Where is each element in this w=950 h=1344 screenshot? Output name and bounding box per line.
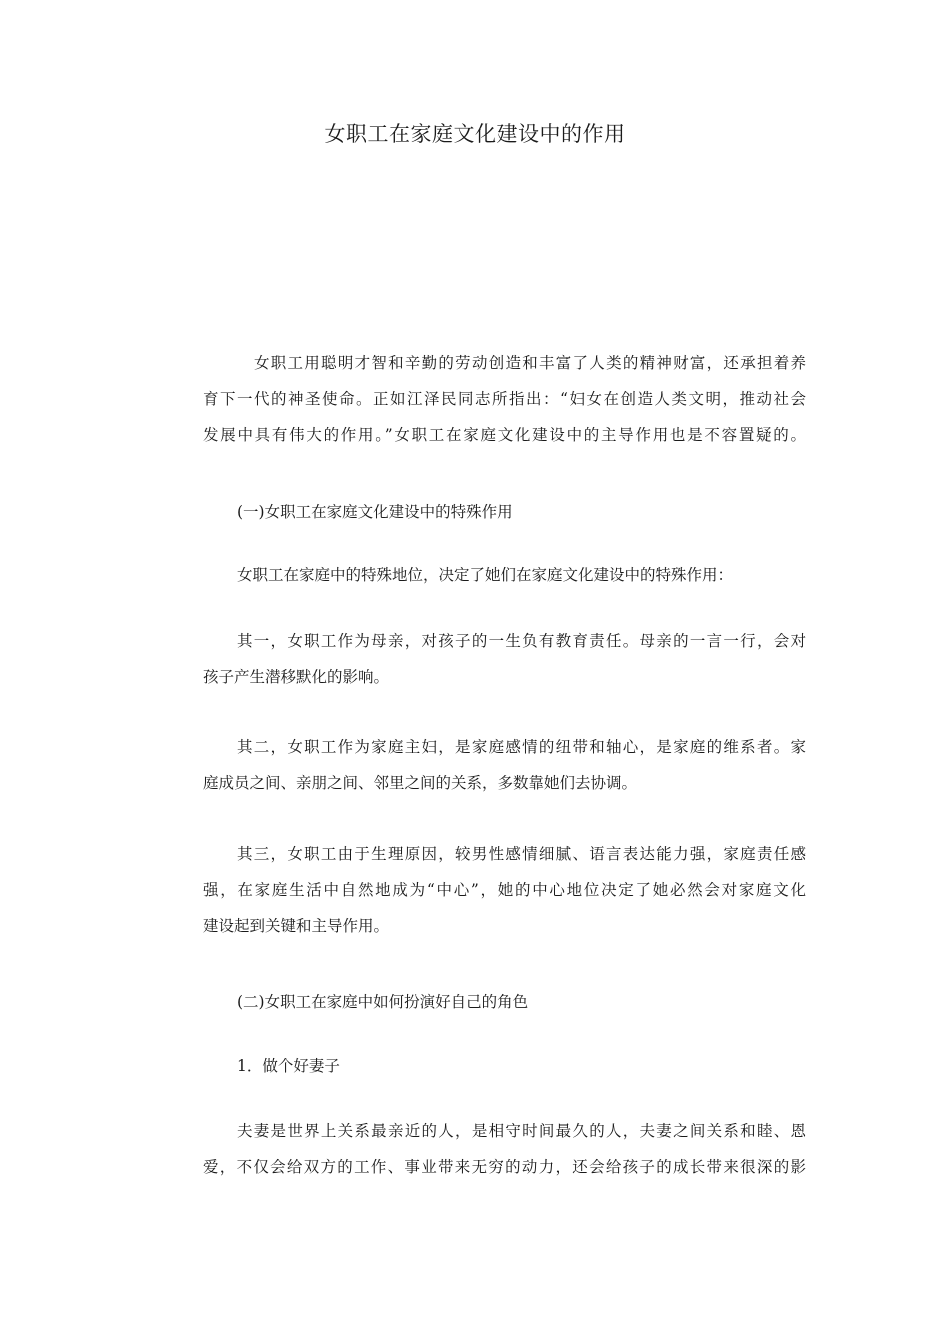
paragraph-third: [203, 836, 806, 944]
paragraph-line: 爱，不仅会给双方的工作、事业带来无穷的动力，还会给孩子的成长带来很深的影: [203, 1158, 806, 1176]
section-heading-1: (一)女职工在家庭文化建设中的特殊作用: [237, 503, 513, 521]
paragraph-first: [203, 623, 806, 695]
paragraph-line: 庭成员之间、亲朋之间、邻里之间的关系，多数靠她们去协调。: [203, 774, 638, 792]
paragraph-line: 其二，女职工作为家庭主妇，是家庭感情的纽带和轴心，是家庭的维系者。家: [237, 738, 806, 756]
document-title: 女职工在家庭文化建设中的作用: [324, 122, 626, 146]
paragraph-intro-roles: 女职工在家庭中的特殊地位，决定了她们在家庭文化建设中的特殊作用：: [237, 566, 734, 584]
paragraph-line: 发展中具有伟大的作用。”女职工在家庭文化建设中的主导作用也是不容置疑的。: [203, 426, 806, 444]
paragraph-line: 育下一代的神圣使命。正如江泽民同志所指出：“妇女在创造人类文明，推动社会: [203, 390, 806, 408]
paragraph-second: [203, 729, 806, 801]
paragraph-line: 建设起到关键和主导作用。: [203, 917, 390, 935]
paragraph-line: 其一，女职工作为母亲，对孩子的一生负有教育责任。母亲的一言一行，会对: [237, 632, 806, 650]
paragraph-line: 孩子产生潜移默化的影响。: [203, 668, 390, 686]
paragraph-intro: [203, 345, 806, 453]
paragraph-wife: [203, 1113, 806, 1185]
subsection-heading-1: 1．做个好妻子: [237, 1057, 340, 1075]
paragraph-line: 强，在家庭生活中自然地成为“中心”，她的中心地位决定了她必然会对家庭文化: [203, 881, 806, 899]
paragraph-line: 其三，女职工由于生理原因，较男性感情细腻、语言表达能力强，家庭责任感: [237, 845, 806, 863]
paragraph-line: 女职工用聪明才智和辛勤的劳动创造和丰富了人类的精神财富，还承担着养: [254, 354, 806, 372]
paragraph-line: 夫妻是世界上关系最亲近的人，是相守时间最久的人，夫妻之间关系和睦、恩: [237, 1122, 806, 1140]
section-heading-2: (二)女职工在家庭中如何扮演好自己的角色: [237, 993, 529, 1011]
